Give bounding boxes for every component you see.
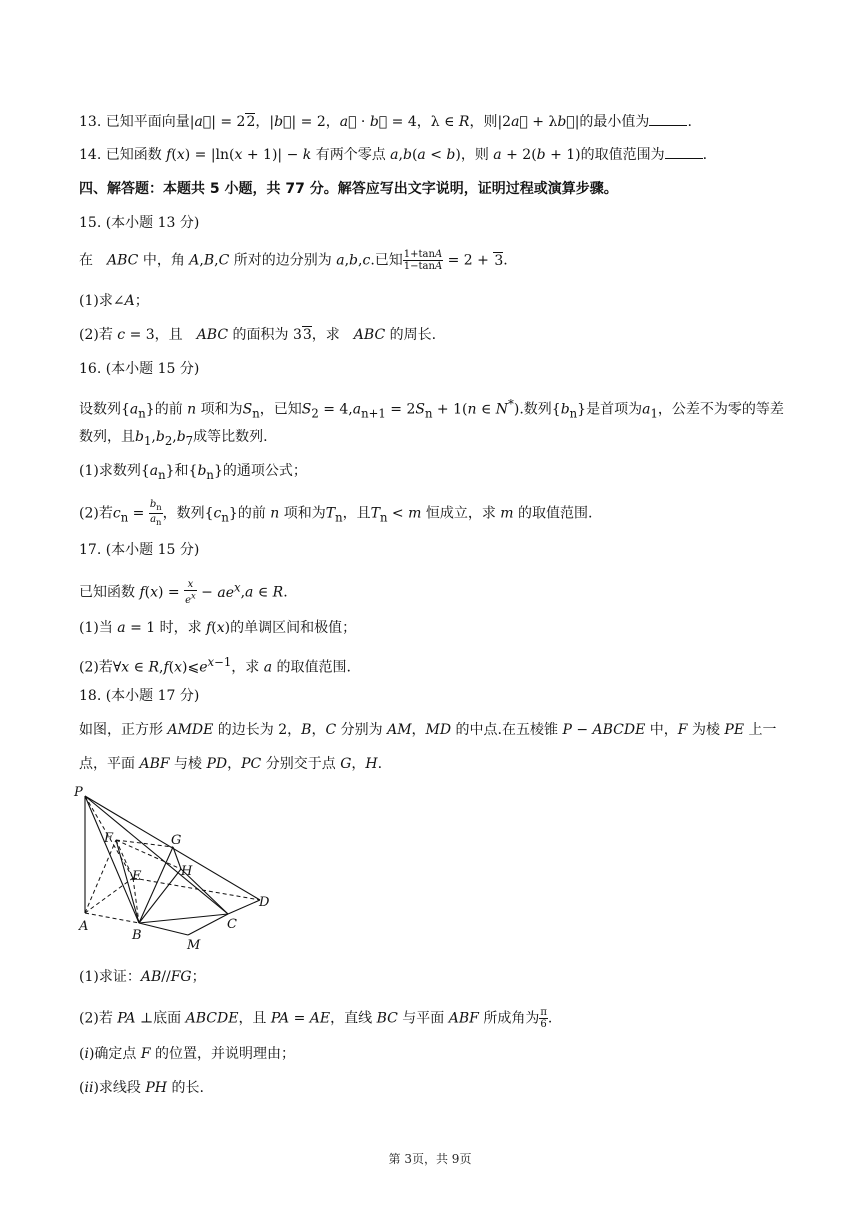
question-15-part-1: (1)求∠A；	[79, 293, 149, 309]
label-G: G	[171, 833, 182, 848]
question-18-part-2-i: (i)确定点 F 的位置，并说明理由；	[79, 1046, 296, 1062]
question-15-stem: 在 ABC 中，角 A,B,C 所对的边分别为 a,b,c.已知 $\frac{1+\tan A}{1-\tan A}$ = 2 + 3.	[79, 249, 508, 272]
question-17-heading: 17. (本小题 15 分)	[79, 542, 200, 558]
label-B: B	[132, 928, 142, 943]
label-C: C	[227, 917, 237, 932]
question-18-part-2-ii: (ii)求线段 PH 的长.	[79, 1080, 204, 1096]
label-M: M	[187, 938, 201, 953]
question-15-part-2: (2)若 c = 3，且 ABC 的面积为 33，求 ABC 的周长.	[79, 327, 437, 343]
label-F: F	[104, 831, 114, 846]
question-16-heading: 16. (本小题 15 分)	[79, 361, 200, 377]
label-H: H	[181, 864, 193, 879]
label-D: D	[259, 895, 270, 910]
section-heading: 四、解答题：本题共 5 小题，共 77 分。解答应写出文字说明，证明过程或演算步骤。	[79, 181, 618, 197]
question-18-stem-1: 如图，正方形 AMDE 的边长为 2，B，C 分别为 AM，MD 的中点.在五棱锥 P − ABCDE 中，F 为棱 PE 上一	[79, 722, 777, 738]
question-17-stem: 已知函数 f(x) = $\frac{x}{e^x}$ − $ae^x,a$ ∈ R.	[79, 578, 288, 607]
question-18-part-2: (2)若 PA ⊥底面 ABCDE，且 PA = AE，直线 BC 与平面 ABF 所成角为 $\frac{\pi}{6}$ .	[79, 1007, 553, 1030]
question-16-stem-2: 数列，且$b_1,b_2,b_7$成等比数列.	[79, 429, 268, 448]
question-16-stem-1: 设数列$\{a_n\}$的前 n 项和为$S_n$，已知$S_2 = 4,a_{n+1} = 2S_n + 1(n$ ∈ N*).数列$\{b_n\}$是首项为$a_1$，公差不为零的等差	[79, 397, 784, 421]
question-16-part-2: (2)若$c_n$ = $\frac{b_n}{a_n}$ ，数列$\{c_n\}$的前 n 项和为$T_n$，且$T_n < m$ 恒成立，求 m 的取值范围.	[79, 499, 593, 527]
question-18-part-1: (1)求证：AB//FG；	[79, 969, 206, 985]
pyramid-figure	[70, 782, 280, 954]
question-18-heading: 18. (本小题 17 分)	[79, 688, 200, 704]
question-17-part-2: (2)若∀x ∈ $R,f(x)⩽e^{x-1}$，求 a 的取值范围.	[79, 655, 351, 676]
label-E: E	[132, 869, 142, 884]
question-15-heading: 15. (本小题 13 分)	[79, 215, 200, 231]
label-A: A	[79, 919, 89, 934]
question-18-stem-2: 点，平面 ABF 与棱 PD，PC 分别交于点 G，H.	[79, 756, 383, 772]
question-16-part-1: (1)求数列$\{a_n\}$和$\{b_n\}$的通项公式；	[79, 463, 307, 482]
page-footer: 第 3页，共 9页	[388, 1152, 472, 1166]
question-14: 14. 已知函数 f(x) = |ln(x + 1)| − k 有两个零点 a,b(a < b)，则 a + 2(b + 1)的取值范围为 .	[79, 147, 708, 163]
label-P: P	[74, 785, 83, 800]
question-17-part-1: (1)当 a = 1 时，求 f(x)的单调区间和极值；	[79, 620, 357, 636]
question-13: 13. 已知平面向量|a⃗| = 22，|b⃗| = 2，a⃗ · b⃗ = 4，λ ∈ R，则|2a⃗ + λb⃗|的最小值为 .	[79, 114, 692, 130]
